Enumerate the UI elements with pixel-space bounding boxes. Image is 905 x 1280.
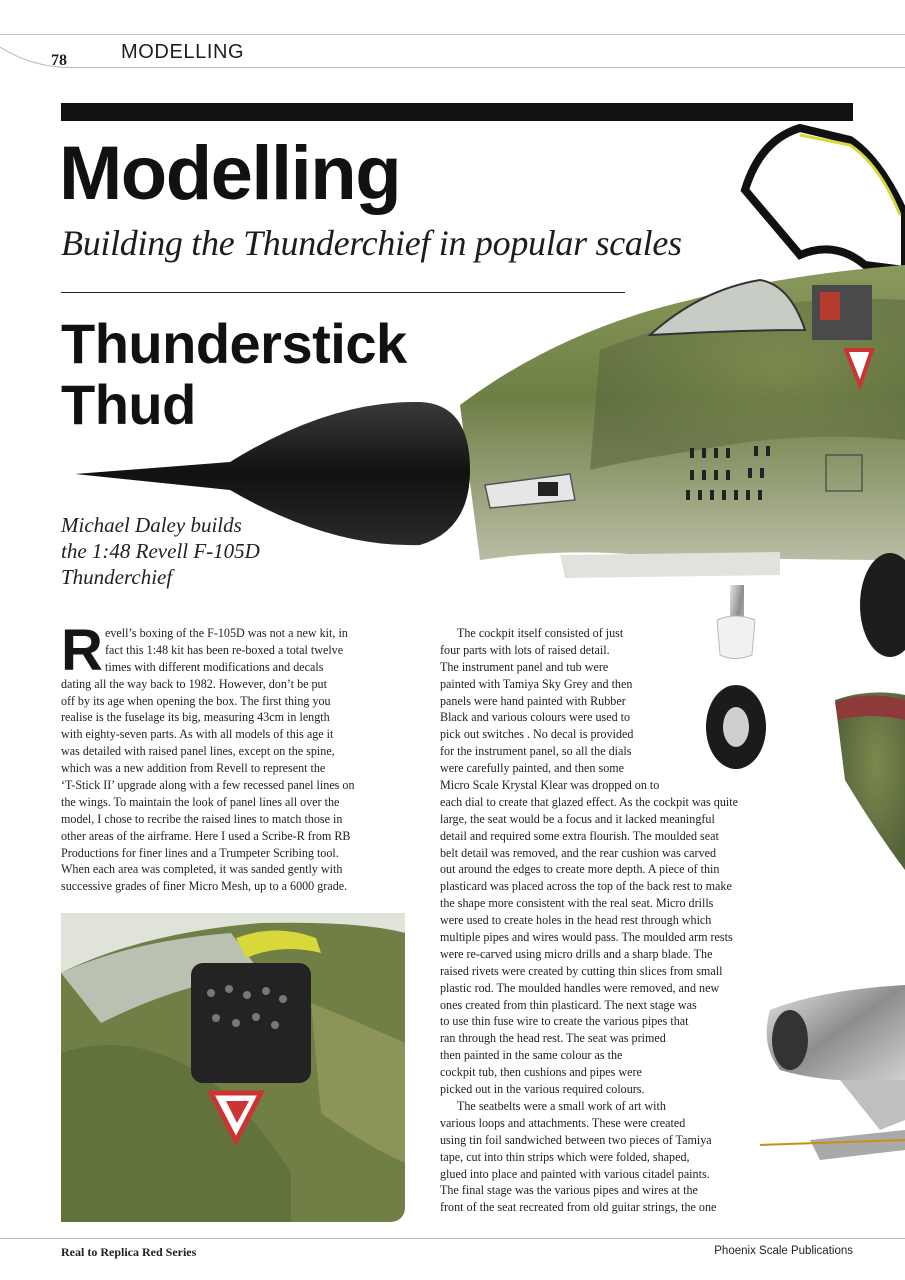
body-text-line: plastic rod. The moulded handles were removed, and new	[440, 980, 720, 995]
footer-series-title: Real to Replica Red Series	[61, 1245, 197, 1259]
body-text-line: were used to create holes in the head rest through which	[440, 913, 712, 928]
body-text-line: were re-carved using micro drills and a sharp blade. The	[440, 946, 713, 961]
body-text-line: ‘T-Stick II’ upgrade along with a few recessed panel lines on	[61, 778, 355, 793]
body-text-line: Productions for finer lines and a Trumpeter Scribing tool.	[61, 845, 339, 860]
body-text-line: evell’s boxing of the F-105D was not a new kit, in	[105, 626, 348, 640]
body-text-line: front of the seat recreated from old guitar strings, the one	[440, 1200, 717, 1215]
body-text-line: belt detail was removed, and the rear cushion was carved	[440, 845, 717, 860]
body-text-line: When each area was completed, it was sanded gently with	[61, 862, 343, 877]
article-title	[61, 313, 407, 435]
section-label: MODELLING	[121, 41, 245, 63]
body-text-line: fact this 1:48 kit has been re-boxed a total twelve	[105, 642, 344, 657]
body-text-line: The seatbelts were a small work of art with	[457, 1098, 666, 1113]
body-text-line: other areas of the airframe. Here I used a Scribe-R from RB	[61, 828, 351, 843]
title-bar	[61, 103, 853, 121]
body-text-line: with eighty-seven parts. As with all models of this age it	[61, 727, 334, 742]
body-text-line: Black and various colours were used to	[440, 710, 631, 725]
header-rule	[0, 34, 905, 35]
body-text-line: the wings. To maintain the look of panel lines all over the	[61, 794, 340, 809]
body-text-line: panels were hand painted with Rubber	[440, 693, 626, 708]
body-text-line: ran through the head rest. The seat was primed	[440, 1031, 666, 1046]
body-text-line: various loops and attachments. These were created	[440, 1115, 686, 1130]
body-text-line: the shape more consistent with the real seat. Micro drills	[440, 896, 714, 911]
standfirst-line: Thunderchief	[61, 565, 173, 589]
body-text-line: successive grades of finer Micro Mesh, up to a 6000 grade.	[61, 879, 348, 894]
body-text-line: large, the seat would be a focus and it lacked meaningful	[440, 811, 715, 826]
body-text-line: was detailed with raised panel lines, except on the spine,	[61, 744, 335, 759]
body-text-line: plasticard was placed across the top of the back rest to make	[440, 879, 732, 894]
body-text-line: multiple pipes and wires would pass. The moulded arm rests	[440, 930, 733, 945]
body-text-line: four parts with lots of raised detail.	[440, 642, 610, 657]
body-text-line: off by its age when opening the box. The first thing you	[61, 693, 331, 708]
body-text-line: ones created from thin plasticard. The next stage was	[440, 997, 697, 1012]
body-text-line: raised rivets were created by cutting thin slices from small	[440, 963, 723, 978]
body-text-line: were carefully painted, and then some	[440, 761, 625, 776]
standfirst	[61, 512, 260, 590]
body-text-line: model, I chose to recribe the raised lines to match those in	[61, 811, 343, 826]
body-text-line: glued into place and painted with various citadel paints.	[440, 1166, 710, 1181]
body-text-line: cockpit tub, then cushions and pipes were	[440, 1065, 642, 1080]
body-text-line: realise is the fuselage its big, measuring 43cm in length	[61, 710, 330, 725]
page-number: 78	[51, 52, 67, 69]
body-text-line: detail and required some extra flourish. The moulded seat	[440, 828, 719, 843]
drop-cap: R	[61, 618, 103, 683]
footer-rule	[0, 1238, 905, 1239]
cockpit-photo	[61, 913, 405, 1222]
body-text-line: The instrument panel and tub were	[440, 659, 609, 674]
body-text-line: times with different modifications and decals	[105, 659, 324, 674]
body-text-line: The cockpit itself consisted of just	[457, 626, 624, 640]
body-text-line: using tin foil sandwiched between two pieces of Tamiya	[440, 1132, 712, 1147]
subtitle: Building the Thunderchief in popular scales	[61, 223, 682, 263]
body-text-line: picked out in the various required colours.	[440, 1082, 645, 1097]
body-text-line: to use thin fuse wire to create the various pipes that	[440, 1014, 689, 1029]
main-title: Modelling	[59, 131, 401, 216]
body-text-line: Micro Scale Krystal Klear was dropped on to	[440, 778, 660, 793]
title-rule	[61, 292, 625, 293]
body-column-left	[61, 625, 399, 895]
body-text-line: dating all the way back to 1982. However, don’t be put	[61, 676, 327, 691]
body-text-line: each dial to create that glazed effect. As the cockpit was quite	[440, 794, 738, 809]
standfirst-line: Michael Daley builds	[61, 513, 242, 537]
body-text-line: for the instrument panel, so all the dials	[440, 744, 632, 759]
standfirst-line: the 1:48 Revell F-105D	[61, 539, 260, 563]
body-text-line: then painted in the same colour as the	[440, 1048, 623, 1063]
body-text-line: which was a new addition from Revell to represent the	[61, 761, 326, 776]
body-text-line: painted with Tamiya Sky Grey and then	[440, 676, 633, 691]
body-text-line: pick out switches . No decal is provided	[440, 727, 634, 742]
body-text-line: tape, cut into thin strips which were folded, shaped,	[440, 1149, 690, 1164]
body-text-line: out around the edges to create more depth. A piece of thin	[440, 862, 720, 877]
article-title-line: Thud	[61, 373, 196, 436]
body-column-right	[440, 625, 785, 1216]
article-title-line: Thunderstick	[61, 312, 407, 375]
footer-publisher: Phoenix Scale Publications	[714, 1245, 853, 1257]
body-text-line: The final stage was the various pipes and wires at the	[440, 1183, 698, 1198]
